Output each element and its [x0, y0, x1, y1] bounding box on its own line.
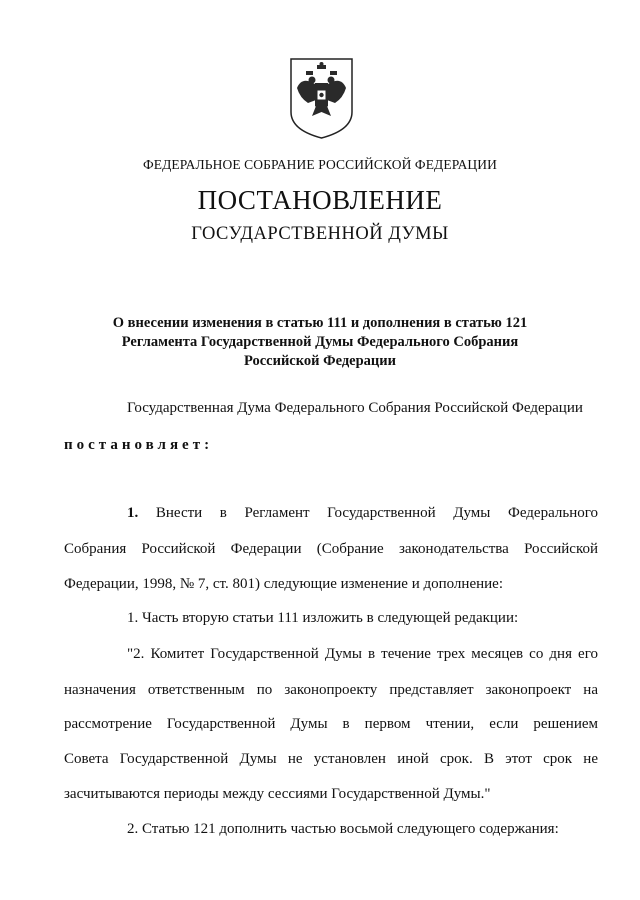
subject-line: О внесении изменения в статью 111 и дополнения в статью 121 [112, 315, 528, 331]
resolves-word: постановляет: [64, 437, 214, 453]
document-type: ПОСТАНОВЛЕНИЕ [197, 185, 443, 215]
item-text: Внести в Регламент Государственной Думы Федерального [155, 505, 599, 521]
coat-of-arms-icon [288, 56, 355, 140]
item-1-line: Федерации, 1998, № 7, ст. 801) следующие изменение и дополнение: [64, 576, 503, 592]
quote-line: назначения ответственным по законопроекту представляет законопроект на [64, 682, 598, 698]
quote-line: засчитываются периоды между сессиями Государственной Думы." [64, 786, 491, 802]
sub-item-2: 2. Статью 121 дополнить частью восьмой следующего содержания: [127, 821, 559, 837]
subject-line: Регламента Государственной Думы Федерального Собрания [121, 334, 519, 350]
item-1-line: Собрания Российской Федерации (Собрание законодательства Российской [64, 541, 598, 557]
sub-item-1: 1. Часть вторую статьи 111 изложить в следующей редакции: [127, 610, 519, 626]
document-subject [100, 314, 540, 371]
organization-title: ФЕДЕРАЛЬНОЕ СОБРАНИЕ РОССИЙСКОЙ ФЕДЕРАЦИИ [143, 157, 497, 172]
subject-line: Российской Федерации [243, 353, 396, 369]
quote-line: Совета Государственной Думы не установлен иной срок. В этот срок не [64, 751, 598, 767]
quote-line: рассмотрение Государственной Думы в первом чтении, если решением [64, 716, 598, 732]
quote-line: "2. Комитет Государственной Думы в течение трех месяцев со дня его [127, 646, 598, 662]
preamble-text: Государственная Дума Федерального Собрания Российской Федерации [127, 400, 583, 416]
item-1-line [127, 505, 598, 522]
item-number: 1. [127, 505, 139, 521]
document-issuer: ГОСУДАРСТВЕННОЙ ДУМЫ [191, 224, 449, 244]
